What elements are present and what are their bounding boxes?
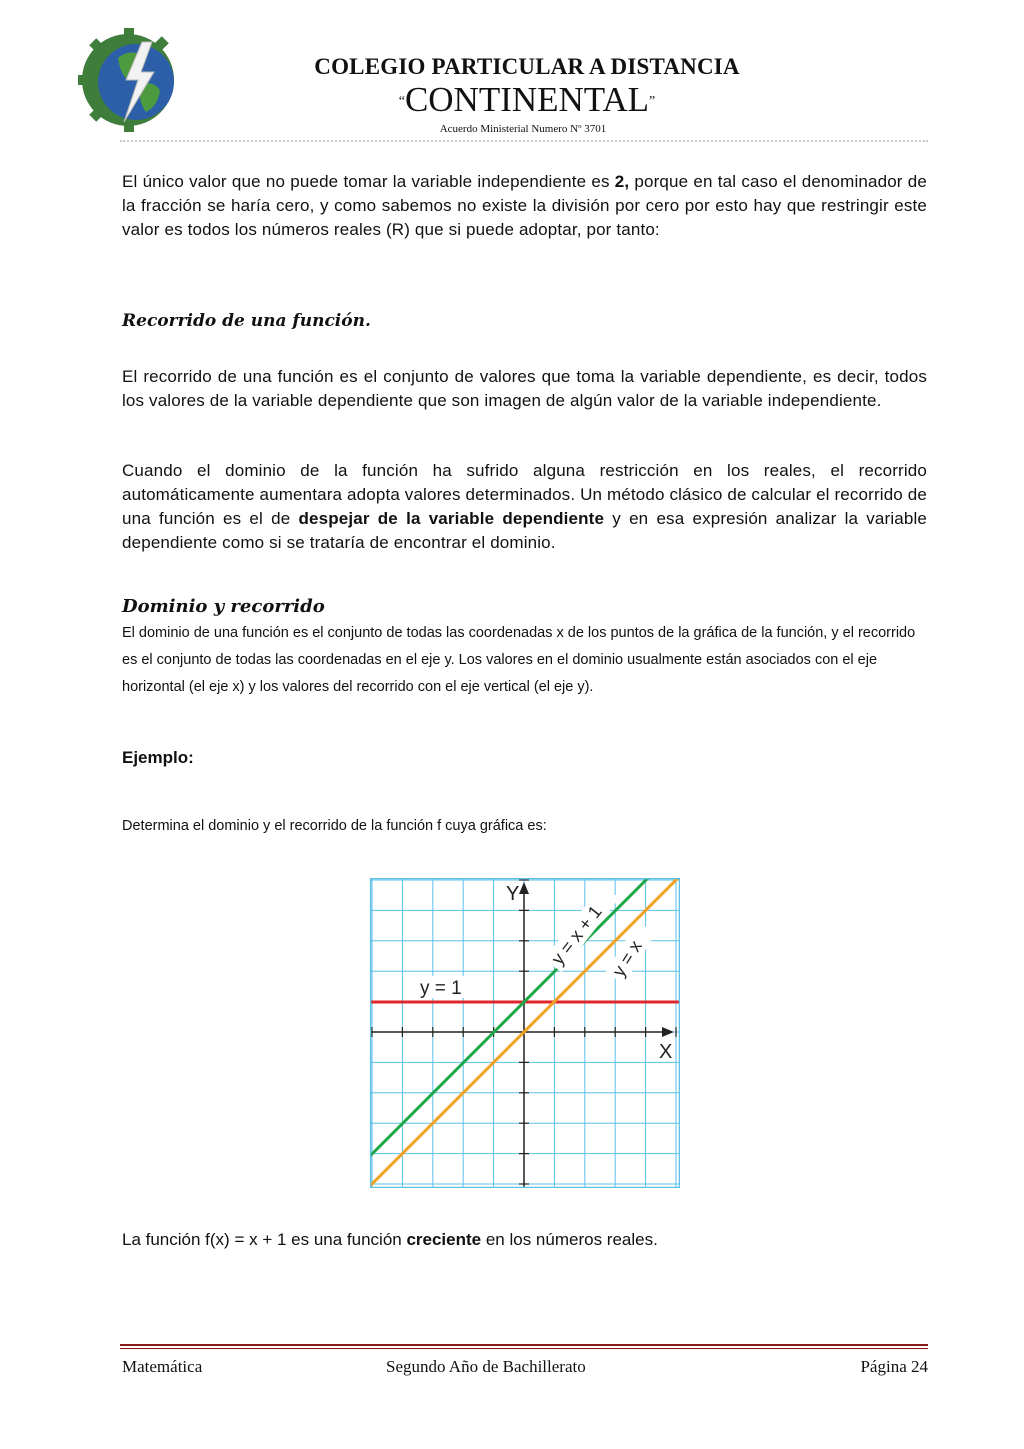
school-title [0, 80, 1024, 120]
function-graph [370, 878, 680, 1188]
label-y-equals-x: y = x [608, 936, 646, 981]
recorrido-heading: Recorrido de una función. [122, 311, 371, 331]
y-axis-arrow [519, 882, 529, 894]
ministerial-agreement: Acuerdo Ministerial Numero Nº 3701 [439, 123, 607, 135]
dominio-heading: Dominio y recorrido [122, 596, 325, 617]
recorrido-paragraph-1: El recorrido de una función es el conjunto de valores que toma la variable dependiente, es decir, todos los valores de la variable dependiente que son imagen de algún valor de la variable independiente. [122, 367, 927, 410]
footer-course: Segundo Año de Bachillerato [386, 1357, 586, 1376]
graph-svg [370, 878, 680, 1188]
conclusion-c: en los números reales. [481, 1230, 658, 1249]
line-y-equals-x-plus-1 [370, 878, 648, 1156]
footer-rule [120, 1344, 928, 1346]
x-axis-arrow [662, 1027, 674, 1037]
footer-page-number: Página 24 [860, 1357, 928, 1376]
y-axis-label: Y [506, 883, 520, 905]
intro-text-a: El único valor que no puede tomar la variable independiente es [122, 172, 615, 191]
header-divider [120, 140, 928, 142]
label-y-equals-1: y = 1 [420, 978, 462, 999]
school-name-line: COLEGIO PARTICULAR A DISTANCIA [314, 54, 740, 79]
conclusion-bold: creciente [406, 1230, 482, 1249]
ejemplo-prompt: Determina el dominio y el recorrido de la función f cuya gráfica es: [122, 818, 547, 834]
footer-subject: Matemática [122, 1357, 203, 1376]
x-axis-label: X [659, 1041, 673, 1063]
intro-text-c: porque en tal caso el denominador de la fracción se haría cero, y como sabemos no existe la división por cero por esto hay que restringir este valor es todos los números reales (R) que si puede adoptar, por tanto: [122, 172, 927, 239]
intro-text-bold: 2, [614, 172, 630, 191]
recorrido-p2-a: Cuando el dominio de la función ha sufrido alguna restricción en los reales, el recorrido automáticamente aumentara adopta valores determinados. Un método clásico de calcular el recorrido de una función es el de [122, 461, 927, 528]
intro-paragraph [122, 170, 927, 242]
ejemplo-label: Ejemplo: [122, 748, 194, 767]
dominio-paragraph: El dominio de una función es el conjunto de todas las coordenadas x de los puntos de la gráfica de la función, y el recorrido es el conjunto de todas las coordenadas en el eje y. Los valores en el dominio usualmente están asociados con el eje horizontal (el eje x) y los valores del recorrido con el eje vertical (el eje y). [122, 625, 916, 695]
recorrido-p2-c: y en esa expresión analizar la variable dependiente como si se trataría de encontrar el dominio. [122, 509, 928, 552]
footer-rule-thin [120, 1348, 928, 1349]
recorrido-p2-bold: despejar de la variable dependiente [298, 509, 605, 528]
recorrido-paragraph-2 [122, 459, 927, 555]
label-y-equals-x-plus-1: y = x + 1 [547, 901, 606, 969]
close-quote: ” [649, 94, 656, 109]
conclusion-text [122, 1230, 658, 1250]
conclusion-a: La función f(x) = x + 1 es una función [122, 1230, 407, 1249]
school-title-text: CONTINENTAL [404, 80, 650, 119]
open-quote: “ [398, 94, 405, 109]
